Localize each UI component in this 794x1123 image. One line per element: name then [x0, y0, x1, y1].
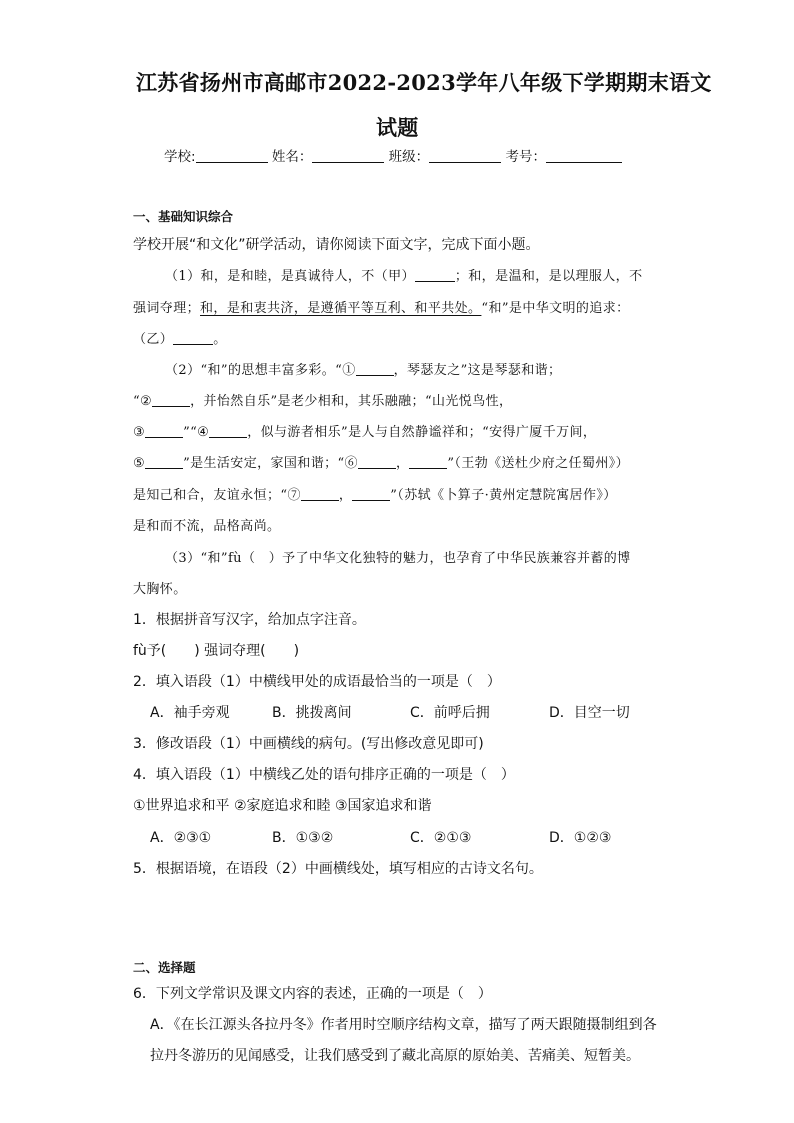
- school-label: 学校:: [164, 149, 196, 165]
- student-info-row: [164, 145, 622, 165]
- class-field[interactable]: [429, 147, 501, 163]
- name-label: 姓名：: [271, 149, 313, 165]
- q2-option-a[interactable]: A．袖手旁观: [150, 705, 230, 721]
- q2-option-c[interactable]: C．前呼后拥: [410, 705, 490, 721]
- q4-option-d[interactable]: D．①②③: [549, 830, 612, 846]
- blank-6b[interactable]: [409, 455, 447, 469]
- passage-2-line-5: 是知己和合，友谊永恒；“⑦ ， ”（苏轼《卜算子·黄州定慧院寓居作》）: [133, 488, 617, 503]
- q6-option-a-line-1[interactable]: A．《在长江源头各拉丹冬》作者用时空顺序结构文章，描写了两天跟随摄制组到各: [150, 1017, 657, 1033]
- blank-7b[interactable]: [352, 487, 390, 501]
- q4-option-a[interactable]: A．②③①: [150, 830, 212, 846]
- passage-2-line-1: （2）“和”的思想丰富多彩。“① ，琴瑟友之”这是琴瑟和谐；: [165, 363, 562, 378]
- passage-1-line-3: （乙） 。: [133, 332, 227, 347]
- q2-option-d[interactable]: D．目空一切: [549, 705, 630, 721]
- page-title-line2: 试题: [376, 115, 419, 140]
- name-field[interactable]: [312, 147, 384, 163]
- blank-5[interactable]: [145, 455, 183, 469]
- exam-no-label: 考号：: [505, 149, 546, 165]
- exam-no-field[interactable]: [546, 147, 622, 163]
- passage-2-line-3: ③ ”“④ ，似与游者相乐”是人与自然静谧祥和；“安得广厦千万间，: [133, 425, 597, 440]
- question-1-answer-line: fù予( ) 强词夺理( ): [133, 643, 300, 659]
- class-label: 班级：: [388, 149, 430, 165]
- underlined-sick-sentence: 和，是和衷共济，是遵循平等互利、和平共处。: [200, 301, 482, 316]
- passage-2-line-4: ⑤ ”是生活安定，家国和谐；“⑥ ， ”（王勃《送杜少府之任蜀州》）: [133, 456, 630, 471]
- passage-2-line-6: 是和而不流，品格高尚。: [133, 519, 281, 534]
- section-intro: 学校开展“和文化”研学活动，请你阅读下面文字，完成下面小题。: [133, 237, 540, 253]
- blank-3[interactable]: [145, 424, 183, 438]
- q4-option-b[interactable]: B．①③②: [272, 830, 334, 846]
- blank-2[interactable]: [152, 393, 190, 407]
- q2-option-b[interactable]: B．挑拨离间: [272, 705, 352, 721]
- blank-6a[interactable]: [358, 455, 396, 469]
- question-4-items: ①世界追求和平 ②家庭追求和睦 ③国家追求和谐: [133, 798, 432, 814]
- q4-option-c[interactable]: C．②①③: [410, 830, 472, 846]
- blank-4[interactable]: [209, 424, 247, 438]
- passage-2-line-2: “② ，并怡然自乐”是老少相和，其乐融融；“山光悦鸟性，: [133, 394, 513, 409]
- passage-1-line-1: （1）和，是和睦，是真诚待人，不（甲） ；和，是温和，是以理服人，不: [165, 269, 643, 284]
- question-4: 4．填入语段（1）中横线乙处的语句排序正确的一项是（ ）: [133, 767, 515, 783]
- blank-yi[interactable]: [173, 331, 213, 345]
- school-field[interactable]: [196, 147, 268, 163]
- section-heading-basic: 一、基础知识综合: [133, 209, 234, 224]
- blank-jia[interactable]: [415, 268, 455, 282]
- passage-3-line-2: 大胸怀。: [133, 582, 187, 597]
- question-6: 6．下列文学常识及课文内容的表述，正确的一项是（ ）: [133, 986, 492, 1002]
- section-heading-choice: 二、选择题: [133, 960, 196, 975]
- blank-7a[interactable]: [301, 487, 339, 501]
- question-3: 3．修改语段（1）中画横线的病句。(写出修改意见即可): [133, 736, 484, 752]
- question-1: 1．根据拼音写汉字，给加点字注音。: [133, 612, 366, 628]
- question-5: 5．根据语境，在语段（2）中画横线处，填写相应的古诗文名句。: [133, 861, 543, 877]
- page-title-line1: 江苏省扬州市高邮市2022-2023学年八年级下学期期末语文: [136, 70, 712, 95]
- blank-1[interactable]: [356, 362, 394, 376]
- question-2: 2．填入语段（1）中横线甲处的成语最恰当的一项是（ ）: [133, 674, 501, 690]
- q6-option-a-line-2: 拉丹冬游历的见闻感受，让我们感受到了藏北高原的原始美、苦痛美、短暂美。: [150, 1048, 640, 1064]
- passage-1-line-2: 强词夺理；和，是和衷共济，是遵循平等互利、和平共处。“和”是中华文明的追求：: [133, 301, 630, 316]
- passage-3-line-1: （3）“和”fù（ ）予了中华文化独特的魅力，也孕育了中华民族兼容并蓄的博: [165, 551, 631, 566]
